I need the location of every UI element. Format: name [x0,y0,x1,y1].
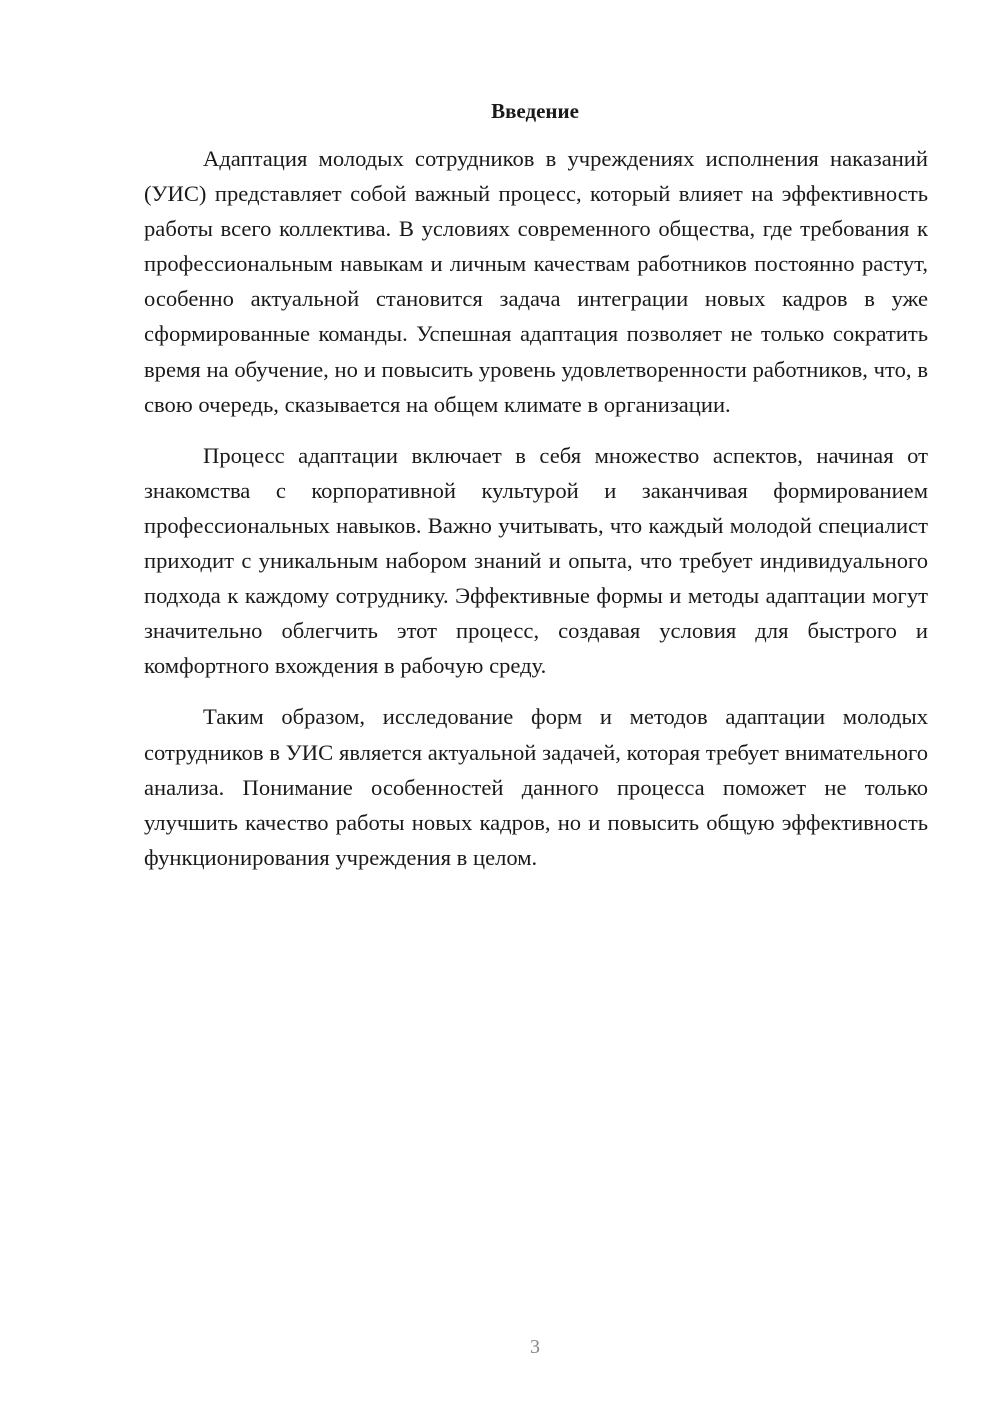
paragraph-2: Процесс адаптации включает в себя множество аспектов, начиная от знакомства с корпоративной культурой и заканчивая формированием профессиональных навыков. Важно учитывать, что каждый молодой специалист приходит с уникальным набором знаний и опыта, что требует индивидуального подхода к каждому сотруднику. Эффективные формы и методы адаптации могут значительно облегчить этот процесс, создавая условия для быстрого и комфортного вхождения в рабочую среду. [144,442,928,679]
page-number: 3 [530,1336,540,1358]
paragraph-1: Адаптация молодых сотрудников в учреждениях исполнения наказаний (УИС) представляет собой важный процесс, который влияет на эффективность работы всего коллектива. В условиях современного общества, где требования к профессиональным навыкам и личным качествам работников постоянно растут, особенно актуальной становится задача интеграции новых кадров в уже сформированные команды. Успешная адаптация позволяет не только сократить время на обучение, но и повысить уровень удовлетворенности работников, что, в свою очередь, сказывается на общем климате в организации. [144,146,928,417]
section-heading: Введение [491,99,579,123]
body-text [144,141,928,891]
paragraph-3: Таким образом, исследование форм и методов адаптации молодых сотрудников в УИС является актуальной задачей, которая требует внимательного анализа. Понимание особенностей данного процесса поможет не только улучшить качество работы новых кадров, но и повысить общую эффективность функционирования учреждения в целом. [144,704,928,870]
